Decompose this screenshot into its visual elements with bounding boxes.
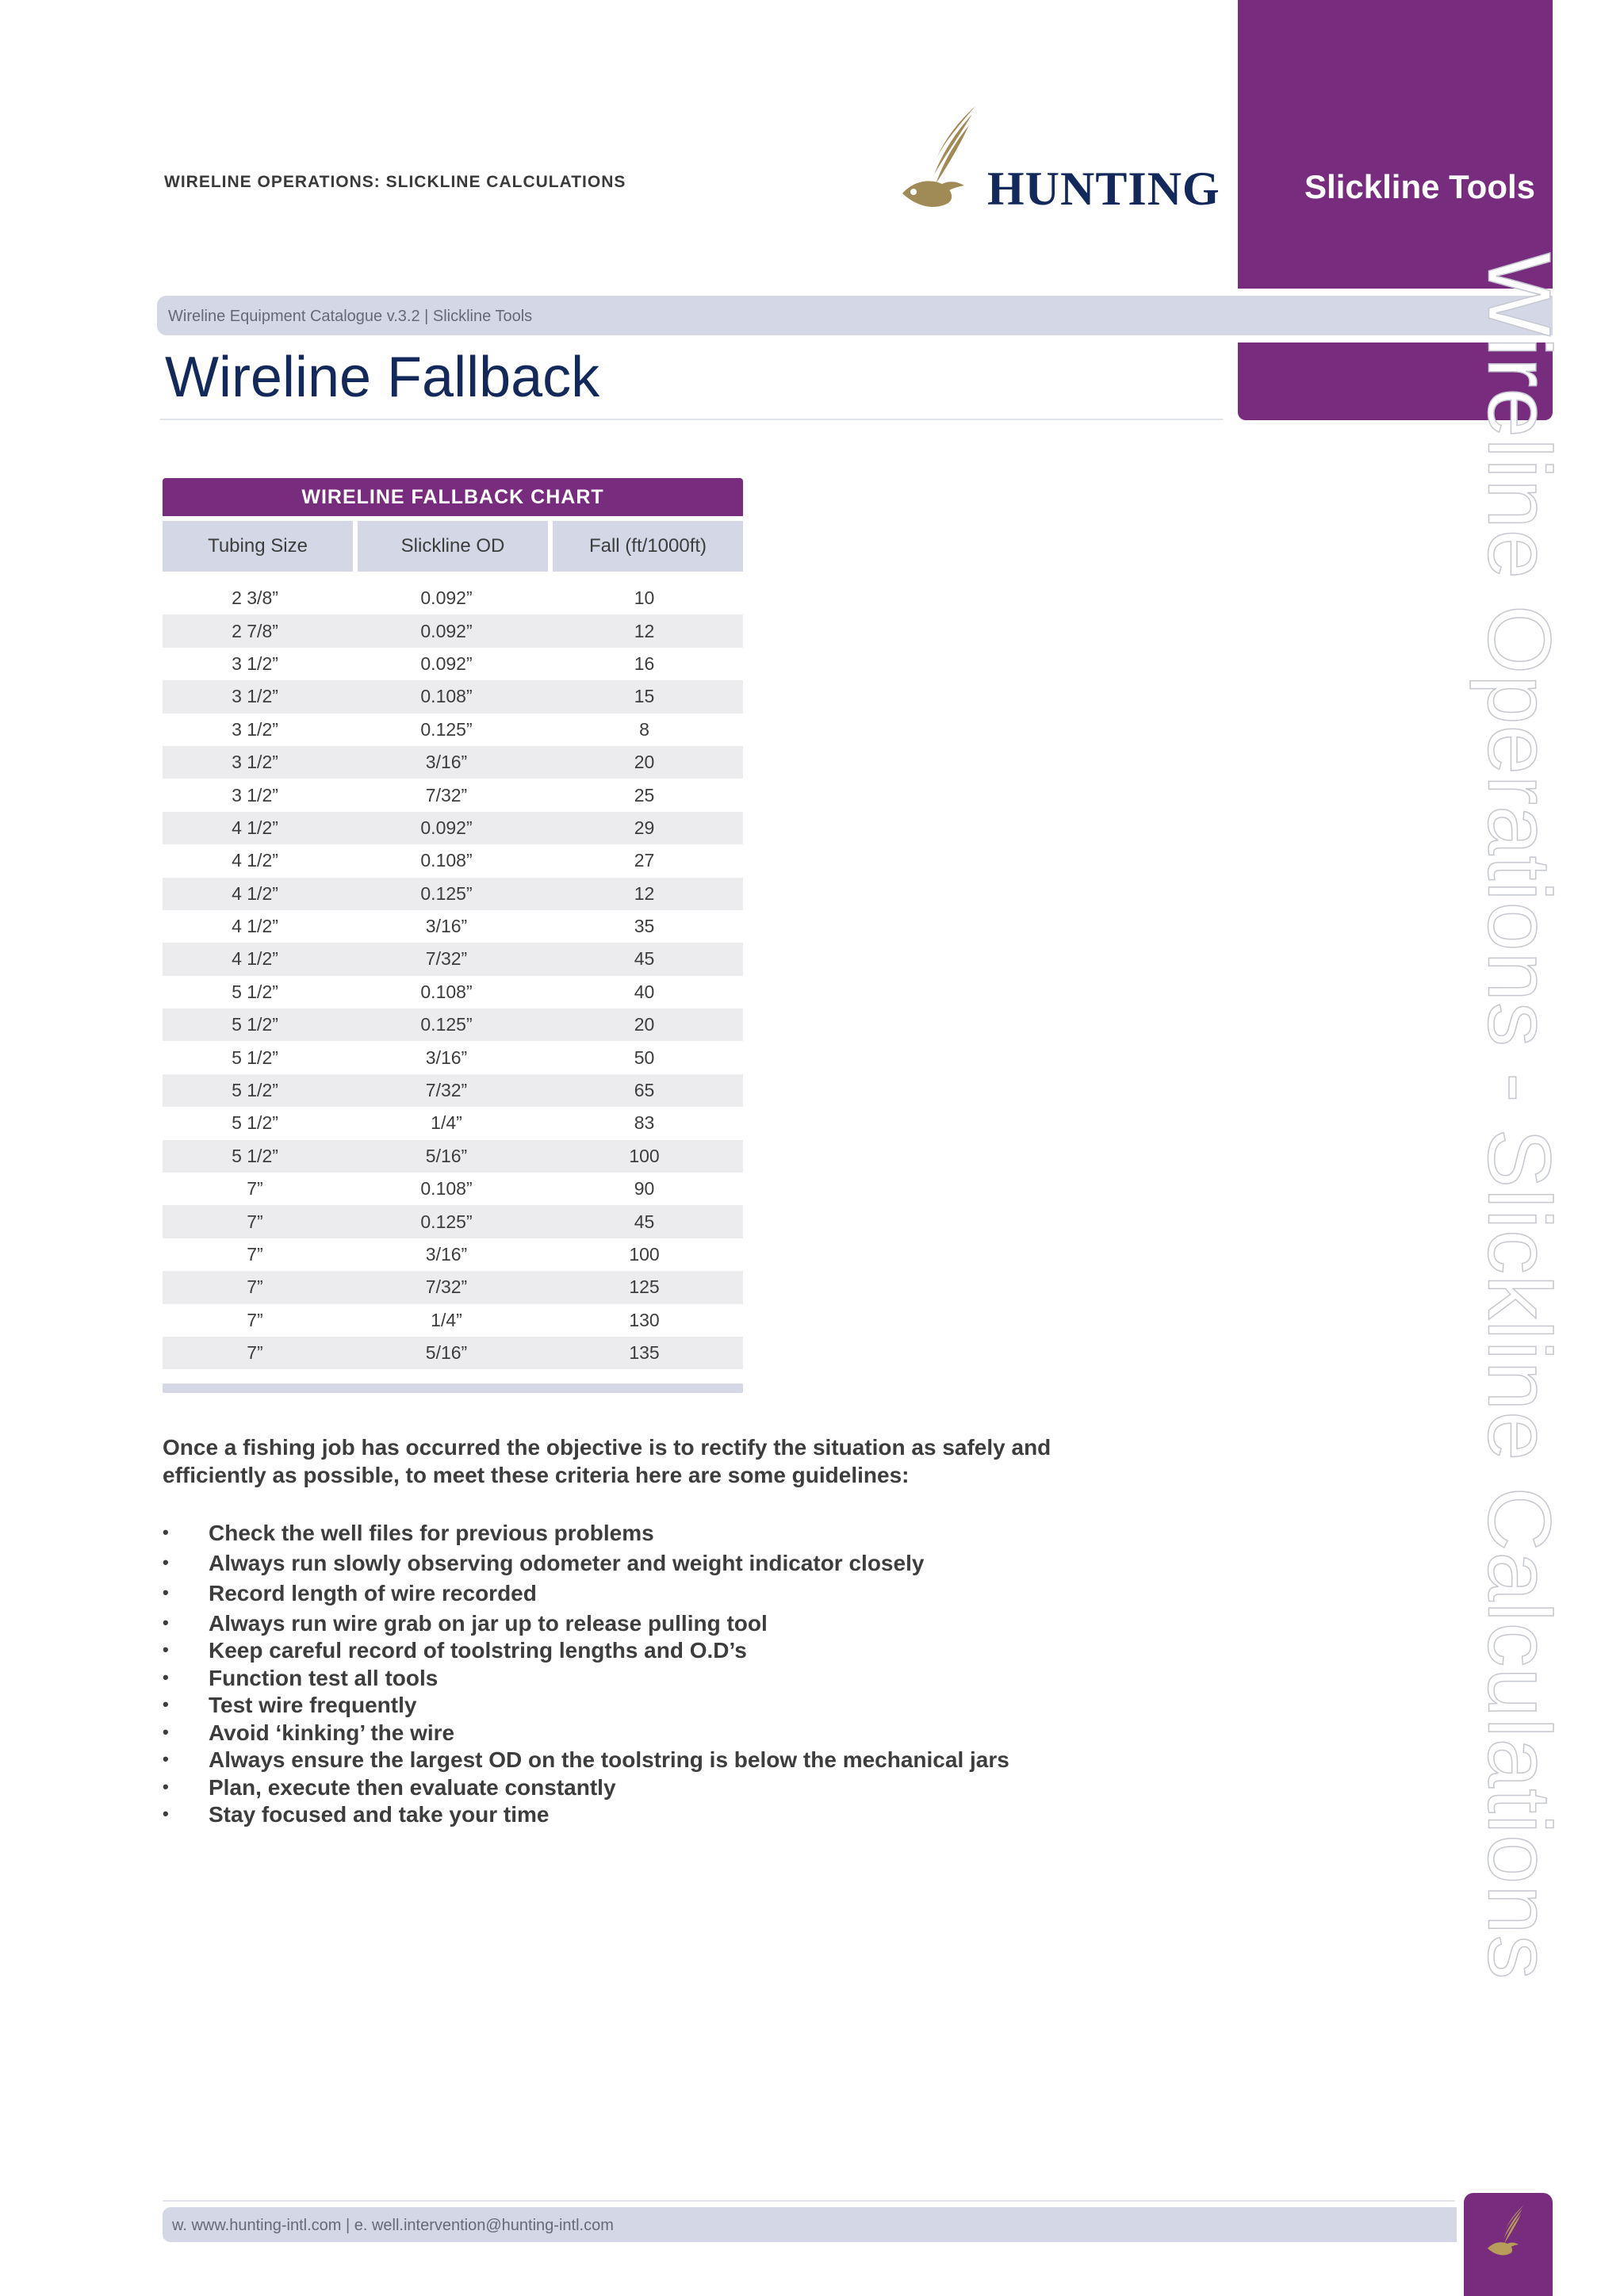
cell-slickline-od: 0.092”	[420, 652, 473, 674]
cell-slickline-od: 0.125”	[420, 1211, 473, 1232]
cell-tubing-size: 5 1/2”	[232, 981, 278, 1002]
cell-slickline-od: 0.092”	[420, 587, 473, 609]
cell-tubing-size: 7”	[247, 1244, 263, 1265]
breadcrumb	[157, 296, 1553, 335]
intro-paragraph: Once a fishing job has occurred the objective is to rectify the situation as safely and efficiently as possible, to meet these criteria here are some guidelines:	[163, 1435, 1051, 1487]
list-item-text: Record length of wire recorded	[209, 1581, 537, 1605]
list-item-text: Check the well files for previous problems	[209, 1521, 654, 1545]
footer-bird-icon	[1484, 2204, 1532, 2260]
cell-fall: 65	[634, 1080, 655, 1101]
logo-wordmark: HUNTING	[987, 163, 1220, 215]
table-row	[163, 812, 743, 844]
cell-fall: 29	[634, 817, 655, 838]
bullet-glyph: •	[163, 1667, 169, 1687]
cell-tubing-size: 3 1/2”	[232, 784, 278, 806]
column-header-fall: Fall (ft/1000ft)	[553, 521, 743, 572]
cell-fall: 83	[634, 1112, 655, 1134]
bullet-glyph: •	[163, 1582, 169, 1602]
footer-bar	[163, 2207, 1457, 2242]
list-item-text: Always run slowly observing odometer and weight indicator closely	[209, 1551, 925, 1575]
table-row	[163, 1107, 743, 1139]
bullet-glyph: •	[163, 1552, 169, 1572]
list-item-text: Function test all tools	[209, 1666, 439, 1690]
cell-tubing-size: 7”	[247, 1342, 263, 1364]
page-title: Wireline Fallback	[165, 346, 600, 409]
cell-fall: 90	[634, 1178, 655, 1200]
cell-slickline-od: 5/16”	[425, 1342, 468, 1364]
section-tab	[1238, 0, 1553, 289]
cell-slickline-od: 5/16”	[425, 1145, 468, 1166]
cell-tubing-size: 3 1/2”	[232, 752, 278, 773]
cell-fall: 40	[634, 981, 655, 1002]
footer-contact: w. www.hunting-intl.com | e. well.intervention@hunting-intl.com	[172, 2217, 614, 2234]
cell-tubing-size: 5 1/2”	[232, 1047, 278, 1068]
fallback-chart-table	[163, 478, 743, 1393]
cell-fall: 12	[634, 882, 655, 904]
list-item-text: Always ensure the largest OD on the toolstring is below the mechanical jars	[209, 1747, 1009, 1772]
cell-fall: 45	[634, 948, 655, 970]
cell-fall: 100	[629, 1145, 660, 1166]
table-row	[163, 1074, 743, 1107]
vertical-side-caption	[1469, 252, 1569, 1980]
cell-tubing-size: 5 1/2”	[232, 1145, 278, 1166]
cell-tubing-size: 4 1/2”	[232, 948, 278, 970]
cell-fall: 27	[634, 850, 655, 871]
table-row	[163, 1140, 743, 1173]
cell-slickline-od: 3/16”	[425, 1047, 468, 1068]
cell-slickline-od: 0.108”	[420, 981, 473, 1002]
column-header-slickline-od: Slickline OD	[358, 521, 548, 572]
list-item-text: Plan, execute then evaluate constantly	[209, 1775, 616, 1800]
cell-fall: 35	[634, 916, 655, 937]
cell-fall: 20	[634, 1014, 655, 1035]
table-row	[163, 943, 743, 975]
cell-slickline-od: 0.108”	[420, 1178, 473, 1200]
table-row	[163, 1337, 743, 1369]
table-row	[163, 844, 743, 877]
list-item-text: Avoid ‘kinking’ the wire	[209, 1720, 455, 1745]
bullet-glyph: •	[163, 1613, 169, 1632]
cell-slickline-od: 0.125”	[420, 718, 473, 740]
cell-tubing-size: 7”	[247, 1276, 263, 1298]
footer-divider	[163, 2200, 1455, 2202]
list-item-text: Always run wire grab on jar up to release pulling tool	[209, 1611, 768, 1636]
cell-fall: 12	[634, 620, 655, 641]
table-row	[163, 910, 743, 943]
table-footer-bar	[163, 1383, 743, 1393]
cell-fall: 125	[629, 1276, 660, 1298]
cell-slickline-od: 1/4”	[431, 1309, 462, 1330]
table-row	[163, 1271, 743, 1303]
cell-fall: 20	[634, 752, 655, 773]
cell-slickline-od: 3/16”	[425, 916, 468, 937]
cell-fall: 130	[629, 1309, 660, 1330]
cell-tubing-size: 3 1/2”	[232, 718, 278, 740]
bullet-glyph: •	[163, 1694, 169, 1714]
table-row	[163, 746, 743, 779]
cell-tubing-size: 7”	[247, 1211, 263, 1232]
footer-logo-box	[1464, 2193, 1553, 2296]
cell-slickline-od: 0.108”	[420, 850, 473, 871]
cell-fall: 135	[629, 1342, 660, 1364]
cell-slickline-od: 7/32”	[425, 948, 468, 970]
table-header-row	[163, 521, 743, 572]
section-tab-label: Slickline Tools	[1304, 168, 1535, 205]
bullet-glyph: •	[163, 1640, 169, 1659]
cell-fall: 15	[634, 686, 655, 707]
table-row	[163, 614, 743, 647]
table-row	[163, 582, 743, 614]
cell-fall: 8	[639, 718, 649, 740]
cell-tubing-size: 3 1/2”	[232, 686, 278, 707]
bullet-glyph: •	[163, 1722, 169, 1742]
cell-slickline-od: 7/32”	[425, 1276, 468, 1298]
cell-slickline-od: 0.108”	[420, 686, 473, 707]
side-caption-text: Wireline Operations - Slickline Calculations	[1469, 252, 1569, 1980]
cell-slickline-od: 3/16”	[425, 1244, 468, 1265]
table-body	[163, 582, 743, 1369]
hunting-bird-logo-icon	[896, 105, 991, 216]
cell-slickline-od: 0.125”	[420, 882, 473, 904]
table-row	[163, 680, 743, 713]
cell-slickline-od: 7/32”	[425, 784, 468, 806]
hunting-logo	[896, 105, 1220, 216]
cell-tubing-size: 4 1/2”	[232, 850, 278, 871]
bullet-glyph: •	[163, 1749, 169, 1769]
table-row	[163, 648, 743, 680]
cell-tubing-size: 7”	[247, 1309, 263, 1330]
column-header-tubing-size: Tubing Size	[163, 521, 353, 572]
cell-fall: 16	[634, 652, 655, 674]
cell-slickline-od: 0.092”	[420, 620, 473, 641]
cell-tubing-size: 4 1/2”	[232, 817, 278, 838]
list-item-text: Keep careful record of toolstring lengths and O.D’s	[209, 1638, 747, 1663]
table-row	[163, 976, 743, 1008]
cell-slickline-od: 1/4”	[431, 1112, 462, 1134]
cell-tubing-size: 4 1/2”	[232, 916, 278, 937]
table-row	[163, 714, 743, 746]
list-item-text: Test wire frequently	[209, 1693, 417, 1717]
cell-slickline-od: 0.125”	[420, 1014, 473, 1035]
cell-tubing-size: 5 1/2”	[232, 1014, 278, 1035]
cell-slickline-od: 7/32”	[425, 1080, 468, 1101]
table-row	[163, 878, 743, 910]
cell-tubing-size: 5 1/2”	[232, 1112, 278, 1134]
table-row	[163, 1173, 743, 1205]
cell-fall: 100	[629, 1244, 660, 1265]
table-title: WIRELINE FALLBACK CHART	[163, 478, 743, 516]
cell-fall: 10	[634, 587, 655, 609]
title-divider	[160, 419, 1223, 420]
cell-fall: 45	[634, 1211, 655, 1232]
cell-fall: 25	[634, 784, 655, 806]
table-row	[163, 1205, 743, 1238]
cell-fall: 50	[634, 1047, 655, 1068]
bullet-glyph: •	[163, 1804, 169, 1823]
cell-tubing-size: 5 1/2”	[232, 1080, 278, 1101]
table-row	[163, 1304, 743, 1337]
table-row	[163, 1008, 743, 1041]
cell-tubing-size: 2 3/8”	[232, 587, 278, 609]
list-item-text: Stay focused and take your time	[209, 1802, 550, 1827]
cell-tubing-size: 4 1/2”	[232, 882, 278, 904]
cell-tubing-size: 7”	[247, 1178, 263, 1200]
bullet-glyph: •	[163, 1522, 169, 1542]
table-row	[163, 779, 743, 811]
section-title: WIRELINE OPERATIONS: SLICKLINE CALCULATIONS	[164, 173, 626, 191]
table-row	[163, 1041, 743, 1073]
table-row	[163, 1238, 743, 1271]
cell-tubing-size: 2 7/8”	[232, 620, 278, 641]
breadcrumb-text: Wireline Equipment Catalogue v.3.2 | Slickline Tools	[168, 308, 533, 325]
bullet-glyph: •	[163, 1777, 169, 1797]
cell-slickline-od: 0.092”	[420, 817, 473, 838]
cell-slickline-od: 3/16”	[425, 752, 468, 773]
cell-tubing-size: 3 1/2”	[232, 652, 278, 674]
